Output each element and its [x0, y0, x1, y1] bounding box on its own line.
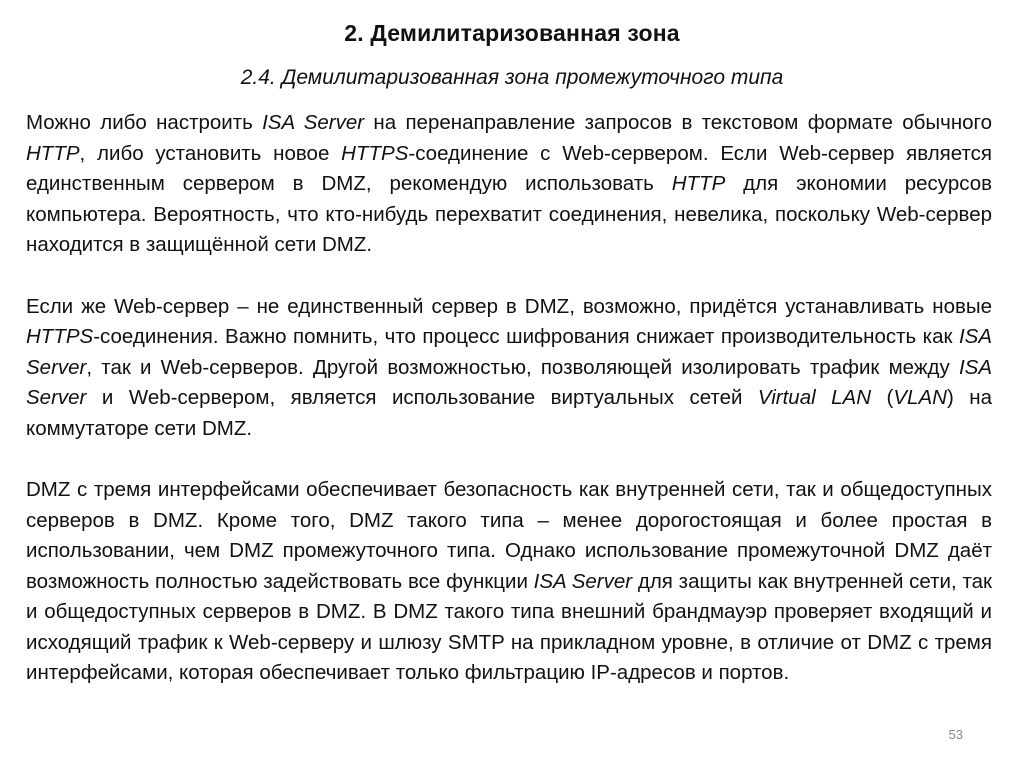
italic-term: HTTPS — [341, 141, 409, 165]
italic-term: HTTPS — [26, 325, 94, 348]
italic-term: ISA Server — [26, 325, 992, 379]
italic-term: ISA Server — [26, 355, 992, 409]
italic-term: HTTP — [26, 141, 80, 165]
text-segment: для экономии ресурсов компьютера. Вероятность, что кто-нибудь перехватит соединения, невелика, поскольку Web-сервер находится в защищённой сети DMZ. — [26, 172, 992, 256]
body-paragraph — [26, 108, 992, 261]
text-segment: , либо установить новое — [79, 141, 342, 165]
text-segment: Если же Web-сервер – не единственный сервер в DMZ, возможно, придётся устанавливать новые — [26, 294, 992, 318]
text-segment: на перенаправление запросов в текстовом формате обычного — [364, 111, 992, 134]
italic-term: ISA Server — [533, 569, 633, 593]
text-segment: ) на коммутаторе сети DMZ. — [26, 386, 992, 440]
text-segment: , так и Web-серверов. Другой возможностью, позволяющей изолировать трафик между — [86, 355, 959, 379]
text-segment: для защиты как внутренней сети, так и общедоступных серверов в DMZ. В DMZ такого типа внешний брандмауэр проверяет входящий и исходящий трафик к Web-серверу и шлюзу SMTP на прикладном уровне, в отличие от DMZ с тремя интерфейсами, которая обеспечивает только фильтрацию IP-адресов и портов. — [26, 569, 992, 684]
italic-term: Virtual LAN — [757, 386, 872, 409]
text-segment: DMZ с тремя интерфейсами обеспечивает безопасность как внутренней сети, так и общедоступных серверов в DMZ. Кроме того, DMZ такого типа – менее дорогостоящая и более простая в использовании, чем DMZ промежуточного типа. Однако использование промежуточной DMZ даёт возможность полностью задействовать все функции — [26, 478, 992, 593]
slide-subtitle: 2.4. Демилитаризованная зона промежуточного типа — [240, 66, 784, 89]
text-segment: и Web-сервером, является использование виртуальных сетей — [86, 386, 758, 409]
text-segment: -соединения. Важно помнить, что процесс шифрования снижает производительность как — [93, 325, 959, 348]
body-paragraph — [26, 292, 992, 445]
slide-title: 2. Демилитаризованная зона — [344, 20, 680, 46]
text-segment: -соединение с Web-сервером. Если Web-сервер является единственным сервером в DMZ, рекомендую использовать — [26, 141, 992, 195]
italic-term: ISA Server — [262, 111, 365, 134]
page-number: 53 — [948, 727, 963, 742]
body-paragraph — [26, 475, 992, 689]
body-text — [26, 108, 992, 689]
italic-term: HTTP — [671, 172, 726, 195]
text-segment: Можно либо настроить — [26, 111, 263, 134]
italic-term: VLAN — [893, 386, 947, 409]
text-segment: ( — [871, 386, 894, 409]
